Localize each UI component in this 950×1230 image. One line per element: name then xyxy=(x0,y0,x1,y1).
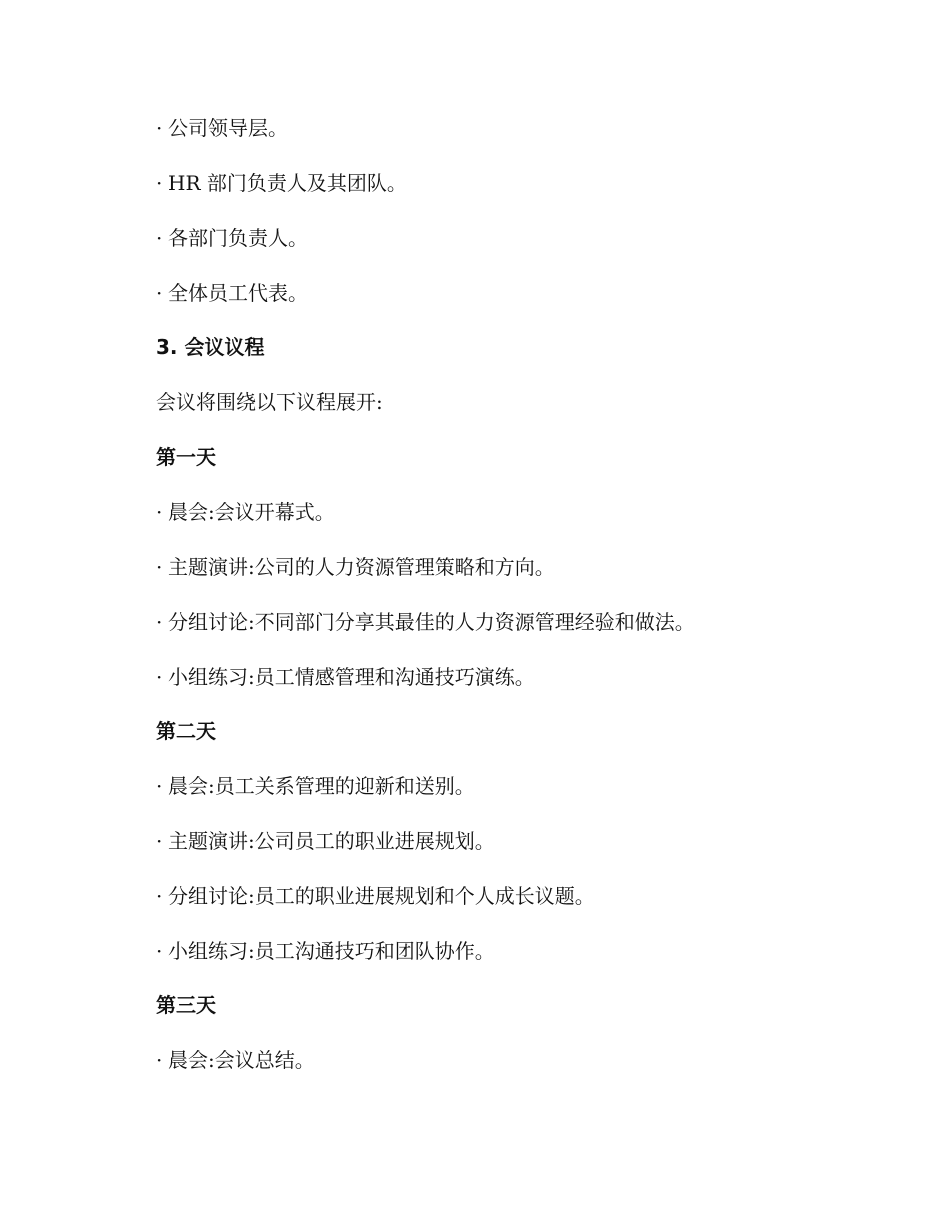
agenda-item xyxy=(156,498,335,526)
list-item-text: 小组练习:员工情感管理和沟通技巧演练。 xyxy=(168,665,535,689)
list-item-text: 晨会:员工关系管理的迎新和送别。 xyxy=(168,774,475,798)
attendee-item xyxy=(156,169,407,197)
bullet: · xyxy=(156,281,163,305)
list-item-text: 各部门负责人。 xyxy=(168,226,308,250)
attendee-item xyxy=(156,224,308,252)
section-heading: 3. 会议议程 xyxy=(156,335,265,359)
list-item-text: 小组练习:员工沟通技巧和团队协作。 xyxy=(168,939,495,963)
agenda-item xyxy=(156,553,555,581)
bullet: · xyxy=(156,774,163,798)
day-heading: 第三天 xyxy=(156,993,216,1017)
agenda-item xyxy=(156,882,595,910)
bullet: · xyxy=(156,116,163,140)
agenda-item xyxy=(156,1046,315,1074)
bullet: · xyxy=(156,226,163,250)
paragraph: 会议将围绕以下议程展开: xyxy=(156,390,383,414)
bullet: · xyxy=(156,829,163,853)
day-heading: 第一天 xyxy=(156,445,216,469)
attendee-item xyxy=(156,279,308,307)
bullet: · xyxy=(156,500,163,524)
agenda-item xyxy=(156,827,495,855)
bullet: · xyxy=(156,610,163,634)
agenda-item xyxy=(156,663,535,691)
list-item-text: 公司领导层。 xyxy=(168,116,288,140)
list-item-text: 分组讨论:员工的职业进展规划和个人成长议题。 xyxy=(168,884,595,908)
agenda-item xyxy=(156,608,695,636)
list-item-text: 分组讨论:不同部门分享其最佳的人力资源管理经验和做法。 xyxy=(168,610,695,634)
bullet: · xyxy=(156,171,163,195)
list-item-text: 全体员工代表。 xyxy=(168,281,308,305)
list-item-text: 主题演讲:公司员工的职业进展规划。 xyxy=(168,829,495,853)
bullet: · xyxy=(156,1048,163,1072)
list-item-text: HR 部门负责人及其团队。 xyxy=(168,171,407,195)
bullet: · xyxy=(156,665,163,689)
agenda-item xyxy=(156,937,495,965)
list-item-text: 晨会:会议开幕式。 xyxy=(168,500,335,524)
attendee-item xyxy=(156,114,288,142)
list-item-text: 主题演讲:公司的人力资源管理策略和方向。 xyxy=(168,555,555,579)
bullet: · xyxy=(156,884,163,908)
bullet: · xyxy=(156,939,163,963)
list-item-text: 晨会:会议总结。 xyxy=(168,1048,315,1072)
bullet: · xyxy=(156,555,163,579)
agenda-item xyxy=(156,772,475,800)
day-heading: 第二天 xyxy=(156,719,216,743)
